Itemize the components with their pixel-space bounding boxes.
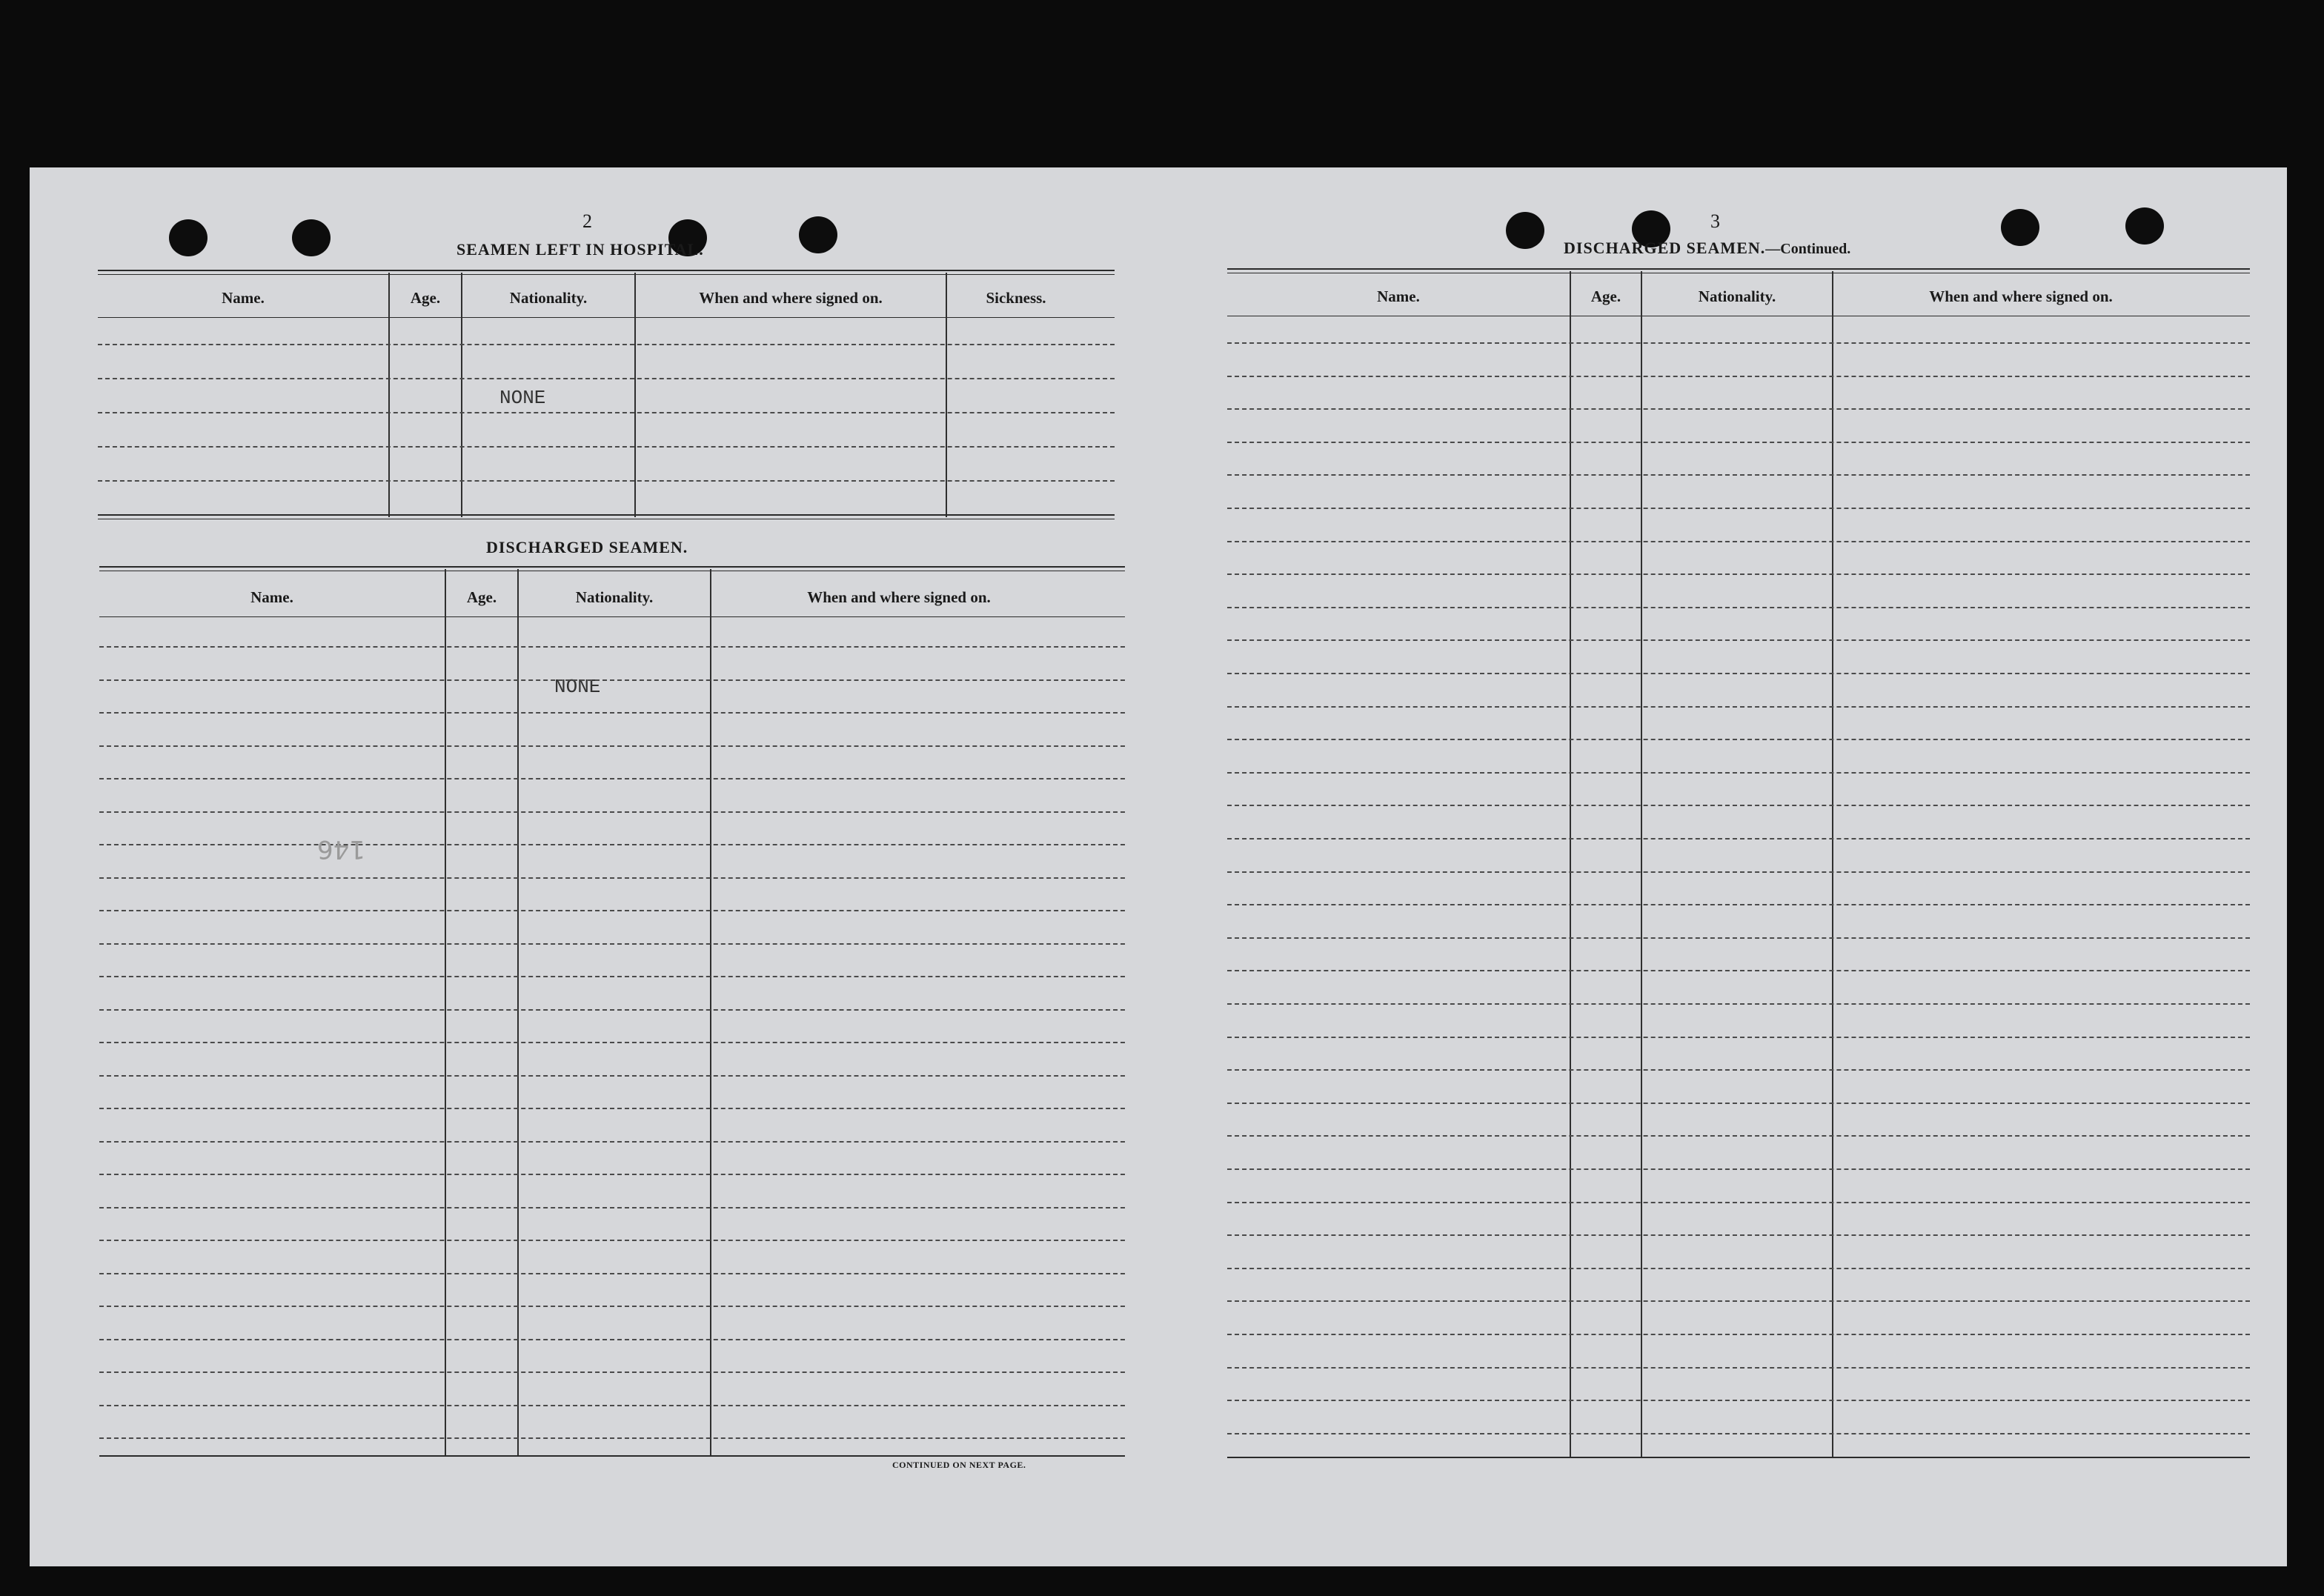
discharged-table-left — [99, 566, 1125, 1463]
punch-hole — [169, 219, 208, 256]
ruled-line — [99, 844, 1125, 845]
ruled-line — [1227, 376, 2250, 377]
ruled-line — [99, 910, 1125, 911]
punch-hole — [799, 216, 837, 253]
ruled-line — [1227, 1268, 2250, 1269]
discharged-title-suffix: —Continued. — [1765, 241, 1851, 257]
ruled-line — [1227, 1234, 2250, 1236]
ruled-line — [99, 1042, 1125, 1043]
ruled-line — [1227, 970, 2250, 971]
ruled-line — [99, 679, 1125, 681]
ruled-line — [1227, 342, 2250, 344]
ruled-line — [99, 646, 1125, 648]
discharged-col-name: Name. — [250, 588, 293, 606]
ruled-line — [1227, 1334, 2250, 1335]
ruled-line — [1227, 573, 2250, 575]
ruled-line — [1227, 871, 2250, 873]
ruled-line — [1227, 904, 2250, 905]
ruled-line — [99, 1437, 1125, 1439]
ruled-line — [1227, 408, 2250, 410]
discharged-section-title-left: DISCHARGED SEAMEN. — [486, 538, 688, 556]
ruled-line — [1227, 1400, 2250, 1401]
ruled-line — [99, 712, 1125, 714]
ruled-line — [1227, 739, 2250, 740]
hospital-nationality-entry: NONE — [499, 387, 546, 409]
right-col-age: Age. — [1590, 287, 1621, 305]
ruled-line — [1227, 937, 2250, 939]
ruled-line — [1227, 607, 2250, 608]
ruled-line — [1227, 1135, 2250, 1137]
ruled-line — [1227, 805, 2250, 806]
page-number-left: 2 — [582, 210, 592, 232]
ruled-line — [99, 1273, 1125, 1274]
ruled-line — [99, 1009, 1125, 1011]
ruled-line — [1227, 838, 2250, 839]
right-col-name: Name. — [1377, 287, 1420, 305]
ruled-line — [1227, 639, 2250, 641]
ruled-line — [99, 778, 1125, 779]
ruled-line — [1227, 706, 2250, 708]
ruled-line — [1227, 1103, 2250, 1104]
ruled-line — [1227, 1069, 2250, 1071]
ruled-line — [1227, 508, 2250, 509]
discharged-nationality-entry: NONE — [554, 676, 601, 698]
discharged-title-main: DISCHARGED SEAMEN. — [1564, 239, 1766, 257]
ruled-line — [99, 1371, 1125, 1373]
ruled-line — [99, 943, 1125, 945]
ruled-line — [99, 1141, 1125, 1143]
ruled-line — [99, 976, 1125, 977]
discharged-table-right — [1227, 268, 2250, 1463]
page-number-right: 3 — [1710, 210, 1720, 232]
ruled-line — [99, 1240, 1125, 1241]
discharged-col-signed-on: When and where signed on. — [807, 588, 991, 606]
ruled-line — [99, 1405, 1125, 1406]
ruled-line — [99, 1075, 1125, 1077]
ruled-line — [99, 811, 1125, 813]
ruled-line — [99, 1207, 1125, 1208]
ruled-line — [1227, 1433, 2250, 1434]
hospital-col-signed-on: When and where signed on. — [699, 289, 883, 307]
punch-hole — [2125, 207, 2164, 245]
discharged-col-age: Age. — [466, 588, 497, 606]
discharged-col-nationality: Nationality. — [575, 588, 654, 606]
hospital-col-nationality: Nationality. — [509, 289, 588, 307]
ruled-line — [99, 1339, 1125, 1340]
ruled-line — [99, 1108, 1125, 1109]
hospital-col-name: Name. — [222, 289, 265, 307]
ruled-line — [1227, 1300, 2250, 1302]
continued-note: CONTINUED ON NEXT PAGE. — [892, 1460, 1026, 1470]
ledger-sheet — [30, 167, 2287, 1566]
ruled-line — [1227, 1003, 2250, 1005]
ruled-line — [99, 1306, 1125, 1307]
ruled-line — [1227, 1168, 2250, 1170]
hospital-table — [98, 270, 1115, 522]
ruled-line — [1227, 1367, 2250, 1369]
right-col-signed-on: When and where signed on. — [1929, 287, 2113, 305]
hospital-col-age: Age. — [410, 289, 441, 307]
hospital-section-title: SEAMEN LEFT IN HOSPITAL. — [456, 240, 704, 259]
punch-hole — [2001, 209, 2039, 246]
ruled-line — [1227, 772, 2250, 774]
hospital-col-sickness: Sickness. — [986, 289, 1046, 307]
ruled-line — [1227, 541, 2250, 542]
faint-stamp: 146 — [317, 834, 365, 864]
punch-hole — [1506, 212, 1544, 249]
ruled-line — [1227, 474, 2250, 476]
punch-hole — [292, 219, 331, 256]
ruled-line — [99, 877, 1125, 879]
ruled-line — [99, 745, 1125, 747]
ruled-line — [99, 1174, 1125, 1175]
right-col-nationality: Nationality. — [1698, 287, 1776, 305]
ruled-line — [1227, 673, 2250, 674]
ruled-line — [1227, 442, 2250, 443]
discharged-section-title-right — [1564, 239, 1850, 258]
ruled-line — [1227, 1202, 2250, 1203]
ruled-line — [1227, 1037, 2250, 1038]
